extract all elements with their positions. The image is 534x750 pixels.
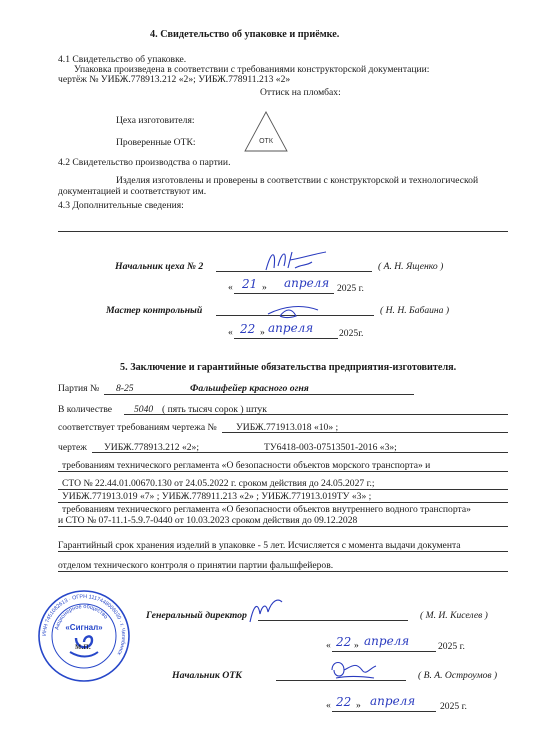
date-4-day: 22 bbox=[336, 695, 352, 709]
otk-stamp-label: Проверенные ОТК: bbox=[116, 137, 196, 148]
shop-head-label: Начальник цеха № 2 bbox=[115, 261, 204, 272]
master-signature bbox=[266, 302, 322, 320]
quantity-value: 5040 bbox=[134, 404, 154, 415]
seal-outer-text: Акционерное общество bbox=[54, 603, 109, 631]
requirements-line bbox=[222, 432, 508, 433]
otk-head-name: ( В. А. Остроумов ) bbox=[418, 670, 498, 681]
conformity-rule-1 bbox=[58, 471, 508, 472]
quantity-label: В количестве bbox=[58, 404, 113, 415]
production-text-2: документацией и соответствуют им. bbox=[58, 186, 207, 197]
seal-ring-text: ИНН 7451082613 · ОГРН 1117448006030 · г. Челябинск bbox=[41, 593, 127, 656]
tu-value: ТУ6418-003-07513501-2016 «3»; bbox=[264, 442, 397, 453]
section-4-title: 4. Свидетельство об упаковке и приёмке. bbox=[150, 29, 340, 40]
date-1-open: « bbox=[228, 282, 233, 293]
conformity-line-4: требованиям технического регламента «О безопасности объектов внутреннего водного транспорта» bbox=[62, 504, 471, 515]
date-3-year: 2025 г. bbox=[438, 641, 465, 652]
date-1-close: » bbox=[262, 282, 267, 293]
conformity-line-3: УИБЖ.771913.019 «7» ; УИБЖ.778911.213 «2» ; УИБЖ.771913.019ТУ «3» ; bbox=[62, 491, 372, 502]
warranty-rule-1 bbox=[58, 551, 508, 552]
date-4-close: » bbox=[356, 700, 361, 711]
date-2-close: » bbox=[260, 327, 265, 338]
batch-number: 8-25 bbox=[116, 383, 134, 394]
date-2-year: 2025г. bbox=[339, 328, 364, 339]
conformity-line-1: требованиям технического регламента «О безопасности объектов морского транспорта» и bbox=[62, 460, 431, 471]
conformity-rule-3 bbox=[58, 502, 508, 503]
shop-head-signature bbox=[262, 246, 332, 274]
date-3-month: апреля bbox=[364, 634, 410, 648]
para-4-3: 4.3 Дополнительные сведения: bbox=[58, 200, 184, 211]
company-seal bbox=[36, 588, 132, 684]
conformity-rule-4 bbox=[58, 526, 508, 527]
date-4-line bbox=[332, 711, 436, 712]
date-3-open: « bbox=[326, 640, 331, 651]
date-2-day: 22 bbox=[240, 322, 256, 336]
otk-triangle-label: ОТК bbox=[259, 138, 273, 145]
warranty-line-2: отделом технического контроля о принятии партии фальшфейеров. bbox=[58, 560, 334, 571]
packing-text-2: чертёж № УИБЖ.778913.212 «2»; УИБЖ.778911.213 «2» bbox=[58, 74, 291, 85]
date-2-line bbox=[234, 338, 338, 339]
date-2-month: апреля bbox=[268, 321, 314, 335]
quantity-words: ( пять тысяч сорок ) штук bbox=[162, 404, 267, 415]
date-1-line bbox=[234, 293, 334, 294]
section-5-title: 5. Заключение и гарантийные обязательства предприятия-изготовителя. bbox=[120, 362, 457, 373]
otk-triangle-stamp bbox=[243, 109, 289, 155]
requirements-label: соответствует требованиям чертежа № bbox=[58, 422, 217, 433]
date-1-year: 2025 г. bbox=[337, 283, 364, 294]
warranty-rule-2 bbox=[58, 571, 508, 572]
master-label: Мастер контрольный bbox=[106, 305, 203, 316]
director-signature bbox=[246, 596, 286, 626]
quantity-line bbox=[124, 414, 508, 415]
seal-place-label: м.п. bbox=[75, 641, 92, 652]
para-4-2: 4.2 Свидетельство производства о партии. bbox=[58, 157, 231, 168]
date-4-month: апреля bbox=[370, 694, 416, 708]
product-name: Фальшфейер красного огня bbox=[190, 383, 309, 394]
conformity-line-2: СТО № 22.44.01.00670.130 от 24.05.2022 г. сроком действия до 24.05.2027 г.; bbox=[62, 478, 375, 489]
otk-head-signature bbox=[326, 656, 380, 682]
date-3-day: 22 bbox=[336, 635, 352, 649]
stamps-caption: Оттиск на пломбах: bbox=[260, 87, 341, 98]
warranty-line-1: Гарантийный срок хранения изделий в упаковке - 5 лет. Исчисляется с момента выдачи документа bbox=[58, 540, 461, 551]
batch-line bbox=[104, 394, 414, 395]
shop-stamp-label: Цеха изготовителя: bbox=[116, 115, 195, 126]
date-4-open: « bbox=[326, 700, 331, 711]
divider-line bbox=[58, 231, 508, 232]
para-4-1: 4.1 Свидетельство об упаковке. bbox=[58, 54, 187, 65]
date-2-open: « bbox=[228, 327, 233, 338]
otk-head-label: Начальник ОТК bbox=[172, 670, 242, 681]
drawing-label: чертеж bbox=[58, 442, 87, 453]
drawing-line bbox=[92, 452, 508, 453]
drawing-value: УИБЖ.778913.212 «2»; bbox=[104, 442, 200, 453]
seal-company-name: «Сигнал» bbox=[65, 623, 103, 632]
date-3-line bbox=[332, 651, 436, 652]
shop-head-name: ( А. Н. Ященко ) bbox=[378, 261, 444, 272]
director-name: ( М. И. Киселев ) bbox=[420, 610, 488, 621]
date-1-day: 21 bbox=[242, 277, 258, 291]
conformity-line-5: и СТО № 07-11.1-5.9.7-0440 от 10.03.2023 сроком действия до 09.12.2028 bbox=[58, 515, 358, 526]
master-name: ( Н. Н. Бабаина ) bbox=[380, 305, 450, 316]
date-3-close: » bbox=[354, 640, 359, 651]
date-1-month: апреля bbox=[284, 276, 330, 290]
director-label: Генеральный директор bbox=[146, 610, 247, 621]
packing-text-1: Упаковка произведена в соответствии с требованиями конструкторской документации: bbox=[74, 64, 430, 75]
requirements-value: УИБЖ.771913.018 «10» ; bbox=[236, 422, 339, 433]
date-4-year: 2025 г. bbox=[440, 701, 467, 712]
conformity-rule-2 bbox=[58, 489, 508, 490]
batch-label: Партия № bbox=[58, 383, 100, 394]
production-text-1: Изделия изготовлены и проверены в соответствии с конструкторской и технологической bbox=[116, 175, 479, 186]
